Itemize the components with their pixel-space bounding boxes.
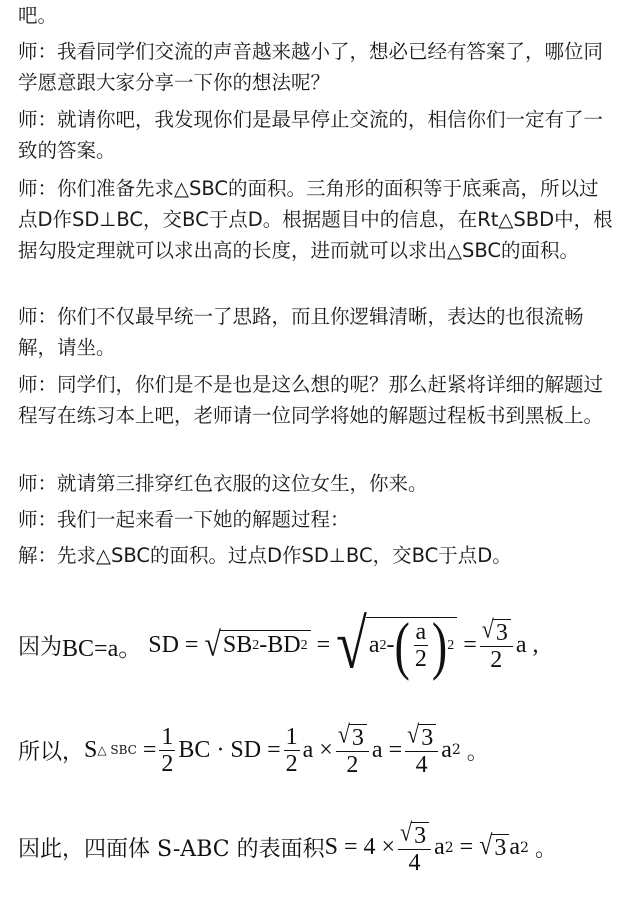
- paragraph-text: 师：同学们，你们是不是也是这么想的呢？那么赶紧将详细的解题过程写在练习本上吧，老师请一位同学将她的解题过程板书到黑板上。: [18, 373, 604, 427]
- exponent: 2: [520, 839, 529, 856]
- paragraph-text: 吧。: [18, 4, 58, 27]
- paragraph-text: 解：先求△SBC的面积。过点D作SD⊥BC，交BC于点D。: [18, 544, 512, 567]
- paragraph: [18, 36, 618, 98]
- exponent: 2: [444, 839, 454, 856]
- formula-area-sbc: 所以， S △ SBC = $\frac{1}{2}$ BC · SD = $\frac{1}{2}$ a × √ 3 2 a = √ 3 4 a 2 。: [18, 719, 489, 778]
- paragraph-text: 师：我们一起来看一下她的解题过程：: [18, 508, 350, 531]
- exponent: 2: [447, 637, 455, 653]
- sqrt3: 3: [491, 834, 509, 862]
- fraction-numerator: a: [415, 619, 427, 645]
- minus-sign: -: [386, 632, 395, 658]
- exponent: 2: [451, 742, 461, 758]
- equals-sign: =: [459, 834, 474, 860]
- formula-sd: 因为 BC=a。 SD = √ SB 2 -BD 2 = √ a 2 - ( $\frac{a}{2}$ ) 2 = √ 3 2 a ,: [18, 606, 539, 684]
- paragraph: [18, 0, 618, 31]
- fraction-denominator: 2: [346, 752, 359, 778]
- formula-lhs: SD =: [148, 631, 199, 658]
- formula-s-eq: S = 4 ×: [324, 834, 396, 860]
- variable-a: a: [434, 834, 445, 860]
- area-subscript: △ SBC: [97, 743, 137, 757]
- fraction-numerator: 1: [161, 723, 174, 750]
- fraction-denominator: 4: [408, 849, 421, 876]
- formula-end: 。: [534, 837, 557, 862]
- paragraph-text: 师：你们不仅最早统一了思路，而且你逻辑清晰，表达的也很流畅解，请坐。: [18, 305, 584, 359]
- fraction-denominator: 2: [414, 646, 427, 672]
- paragraph: [18, 369, 618, 431]
- fraction-denominator: 2: [285, 750, 298, 777]
- paragraph: [18, 104, 618, 166]
- paragraph-text: 师：就请第三排穿红色衣服的这位女生，你来。: [18, 472, 428, 495]
- equals-sign: =: [142, 736, 157, 763]
- formula-bc-sd: BC · SD =: [178, 736, 281, 763]
- exponent: 2: [379, 637, 387, 653]
- fraction-denominator: 4: [415, 752, 428, 778]
- formula-a-times: a ×: [302, 736, 333, 763]
- exponent: 2: [252, 637, 260, 653]
- sqrt3: 3: [493, 619, 511, 646]
- paragraph-text: 师：我看同学们交流的声音越来越小了，想必已经有答案了，哪位同学愿意跟大家分享一下你的想法呢？: [18, 40, 604, 94]
- fraction-numerator: 1: [285, 723, 298, 750]
- paragraph: [18, 173, 618, 266]
- sqrt3: 3: [418, 724, 436, 751]
- equals-sign: =: [463, 631, 477, 658]
- formula-surface-area: 因此，四面体 S-ABC 的表面积 S = 4 × √ 3 4 a 2 = √ 3 a 2 。: [18, 817, 557, 876]
- variable-a: a: [441, 736, 452, 763]
- formula-given: BC=a。: [62, 635, 143, 662]
- paragraph: [18, 540, 618, 571]
- formula-end: 。: [466, 739, 489, 765]
- fraction-denominator: 2: [490, 647, 503, 673]
- formula-prefix: 所以，: [18, 739, 85, 765]
- equals-sign: =: [316, 631, 331, 658]
- radicand-a: a: [368, 632, 380, 658]
- sqrt-symbol: √ SB 2 -BD 2: [204, 630, 310, 660]
- paragraph-text: 师：你们准备先求△SBC的面积。三角形的面积等于底乘高，所以过点D作SD⊥BC，交BC于点D。根据题目中的信息，在Rt△SBD中，根据勾股定理就可以求出高的长度，进而就可以求出△SBC的面积。: [18, 177, 613, 262]
- sqrt-symbol: √ a 2 - ( $\frac{a}{2}$ ) 2: [336, 617, 457, 673]
- formula-tail: a ,: [515, 631, 539, 658]
- paragraph: [18, 468, 618, 499]
- paragraph-text: 师：就请你吧，我发现你们是最早停止交流的，相信你们一定有了一致的答案。: [18, 108, 604, 162]
- formula-a-eq: a =: [371, 736, 403, 763]
- radicand-bd: -BD: [259, 632, 301, 658]
- sqrt3: 3: [349, 724, 367, 751]
- area-symbol: S: [84, 736, 98, 763]
- variable-a: a: [509, 834, 521, 860]
- fraction-denominator: 2: [161, 750, 174, 777]
- sqrt3: 3: [411, 822, 429, 849]
- paragraph: [18, 301, 618, 363]
- paragraph: [18, 504, 618, 535]
- formula-prefix: 因此，四面体 S-ABC 的表面积: [18, 837, 325, 862]
- radicand-sb: SB: [222, 632, 253, 658]
- formula-prefix: 因为: [18, 634, 63, 660]
- exponent: 2: [300, 637, 308, 653]
